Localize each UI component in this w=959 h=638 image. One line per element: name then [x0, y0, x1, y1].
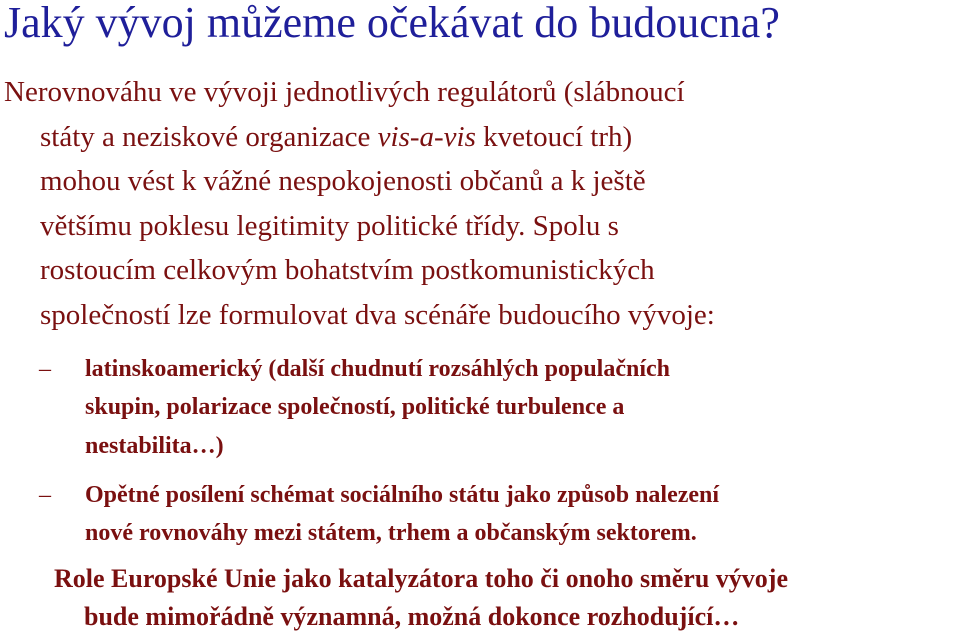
- paragraph-line-6: společností lze formulovat dva scénáře budoucího vývoje:: [40, 298, 715, 331]
- conclusion-line-2: bude mimořádně významná, možná dokonce rozhodující…: [84, 602, 740, 631]
- paragraph-line-1: Nerovnováhu ve vývoji jednotlivých regulátorů (slábnoucí: [4, 76, 685, 108]
- scenario-1-line-1: latinskoamerický (další chudnutí rozsáhlých populačních: [85, 356, 670, 382]
- paragraph-line-4: většímu poklesu legitimity politické třídy. Spolu s: [40, 209, 619, 242]
- vis-a-vis-term: vis-a-vis: [377, 120, 476, 153]
- main-paragraph: [4, 70, 944, 338]
- conclusion-line-1: Role Europské Unie jako katalyzátora toho či onoho směru vývoje: [54, 564, 789, 593]
- scenario-2-line-2: nové rovnováhy mezi státem, trhem a občanským sektorem.: [85, 520, 697, 547]
- slide-title: Jaký vývoj můžeme očekávat do budoucna?: [4, 0, 780, 47]
- paragraph-line-2-end: kvetoucí trh): [475, 120, 633, 153]
- scenario-welfare-state: [0, 476, 959, 553]
- conclusion: [0, 560, 959, 636]
- scenario-1-line-3: nestabilita…): [85, 432, 224, 459]
- scenario-1-line-2: skupin, polarizace společností, politické turbulence a: [85, 394, 625, 421]
- scenario-2-line-1: Opětné posílení schémat sociálního státu jako způsob nalezení: [85, 482, 720, 508]
- scenario-latin-american: [0, 350, 959, 465]
- paragraph-line-2: [4, 115, 944, 160]
- paragraph-line-3: mohou vést k vážné nespokojenosti občanů a k ještě: [40, 165, 646, 198]
- paragraph-line-2-start: státy a neziskové organizace: [40, 120, 378, 153]
- dash-bullet: –: [39, 356, 51, 382]
- dash-bullet: –: [39, 482, 51, 508]
- paragraph-line-5: rostoucím celkovým bohatstvím postkomunistických: [40, 254, 655, 287]
